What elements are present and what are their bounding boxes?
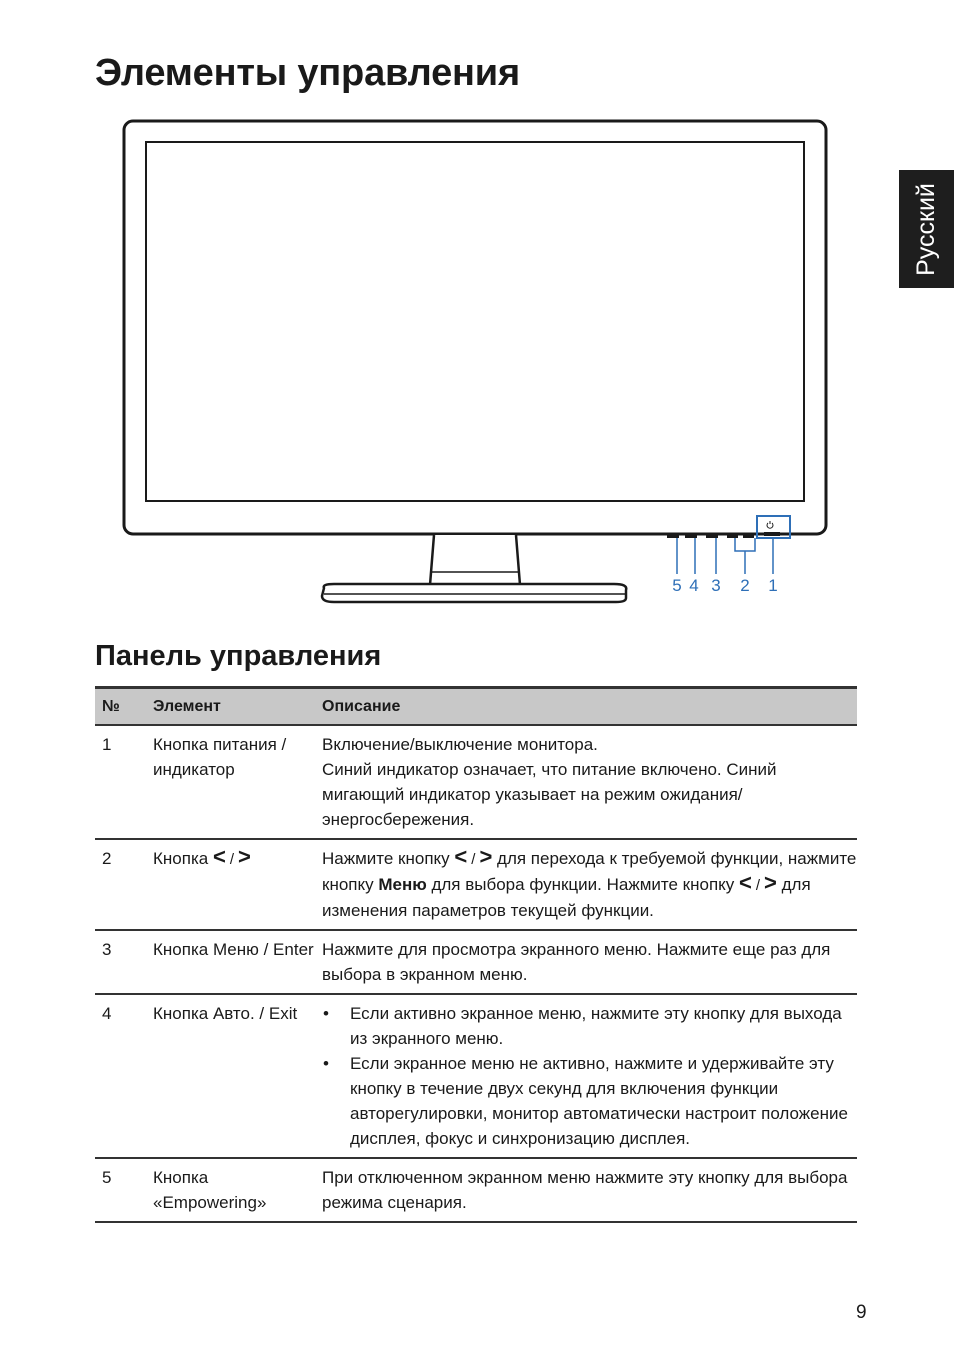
table-row [95,1158,857,1222]
right-arrow-icon: > [237,844,251,869]
table-row [95,930,857,994]
header-element: Элемент [153,688,322,726]
callout-5: 5 [672,576,682,595]
callout-lines [677,538,773,574]
page-title: Элементы управления [95,52,520,94]
language-tab-label: Русский [912,182,941,276]
left-arrow-icon: < [454,844,468,869]
bullet-list [322,1001,857,1151]
monitor-illustration [0,0,954,620]
row-no: 2 [95,839,153,930]
callout-3: 3 [711,576,721,595]
button-4 [685,534,697,538]
desc-part: для выбора функции. Нажмите кнопку [426,875,740,894]
header-description: Описание [322,688,857,726]
button-5 [667,534,679,538]
row-element: Кнопка «Empowering» [153,1158,322,1222]
right-arrow-icon: > [764,870,777,895]
monitor-neck [430,535,520,585]
row-description: При отключенном экранном меню нажмите эту кнопку для выбора режима сценария. [322,1158,857,1222]
callout-2: 2 [740,576,750,595]
table-row [95,839,857,930]
left-arrow-icon: < [739,870,752,895]
button-2b [743,534,754,538]
right-arrow-icon: > [479,844,493,869]
callout-1: 1 [768,576,778,595]
table-row [95,725,857,839]
bullet-item: • Если активно экранное меню, нажмите эту кнопку для выхода из экранного меню. [322,1001,857,1051]
monitor-base [322,584,626,602]
table-header-row [95,688,857,726]
section-title: Панель управления [95,640,382,672]
slash: / [755,877,761,894]
row-description [322,839,857,930]
slash: / [229,851,234,868]
bullet-item: • Если экранное меню не активно, нажмите и удерживайте эту кнопку в течение двух секунд для включения функции авторегулировки, монитор автоматически настроит положение дисплея, фокус и синхронизацию дисплея. [322,1051,857,1151]
row-element: Кнопка Авто. / Exit [153,994,322,1158]
table-row [95,994,857,1158]
row-no: 5 [95,1158,153,1222]
row-description [322,725,857,839]
slash: / [471,851,476,868]
button-3 [706,534,718,538]
monitor-screen [146,142,804,501]
desc-part: для изменения параметров текущей функции. [322,875,811,920]
row-no: 3 [95,930,153,994]
desc-part: Нажмите кнопку [322,849,455,868]
row-no: 4 [95,994,153,1158]
row-description [322,994,857,1158]
left-arrow-icon: < [212,844,226,869]
header-no: № [95,688,153,726]
row-element-prefix: Кнопка [153,849,213,868]
desc-part: для перехода к требуемой функции, нажмите кнопку [322,849,857,894]
button-2a [727,534,738,538]
page-number: 9 [856,1302,867,1323]
callout-4: 4 [689,576,699,595]
row-element: Кнопка питания / индикатор [153,725,322,839]
row-element [153,839,322,930]
row-element: Кнопка Меню / Enter [153,930,322,994]
desc-bold-menu: Меню [378,875,427,894]
row-no: 1 [95,725,153,839]
control-panel-table [95,686,857,1223]
row-description-text: Включение/выключение монитора. Синий индикатор означает, что питание включено. Синий мигающий индикатор указывает на режим ожидания/энергосбережения. [322,735,777,829]
row-description: Нажмите для просмотра экранного меню. Нажмите еще раз для выбора в экранном меню. [322,930,857,994]
